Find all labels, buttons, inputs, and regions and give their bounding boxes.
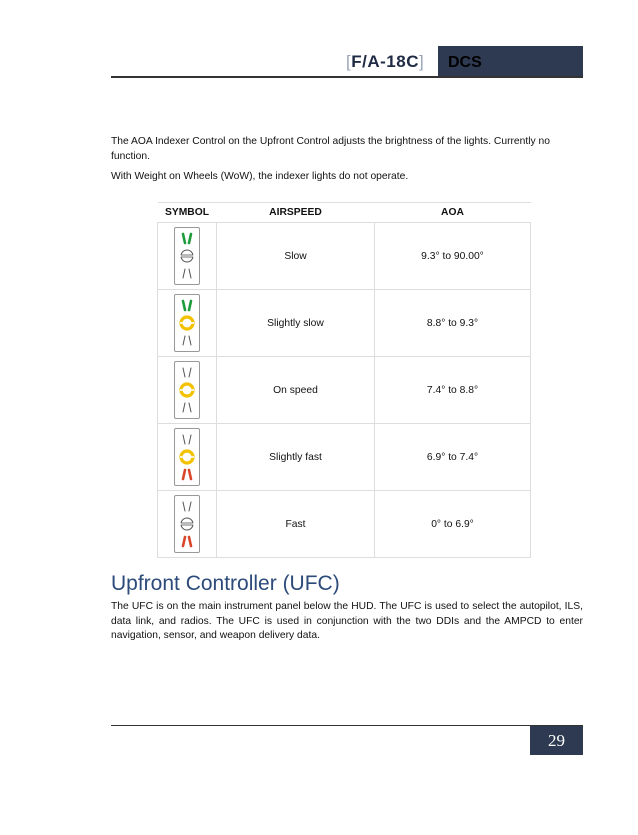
symbol-cell: [158, 223, 217, 290]
table-row: [158, 424, 531, 491]
symbol-cell: [158, 491, 217, 558]
table-row: [158, 223, 531, 290]
header-tag: DCS: [438, 46, 583, 76]
airspeed-cell: Slow: [217, 223, 375, 290]
aoa-cell: 6.9° to 7.4°: [375, 424, 531, 491]
header-symbol: SYMBOL: [158, 203, 217, 223]
title-text: F/A-18C: [351, 52, 419, 71]
intro-paragraph-1: The AOA Indexer Control on the Upfront Control adjusts the brightness of the lights. Currently no function.: [111, 136, 551, 162]
aoa-on-speed-icon: [174, 361, 200, 419]
aoa-cell: 9.3° to 90.00°: [375, 223, 531, 290]
table-row: [158, 357, 531, 424]
document-title: [346, 52, 424, 72]
aoa-slightly-slow-icon: [174, 294, 200, 352]
bracket-close: ]: [418, 52, 425, 71]
airspeed-cell: On speed: [217, 357, 375, 424]
table-row: [158, 290, 531, 357]
airspeed-cell: Slightly fast: [217, 424, 375, 491]
symbol-cell: [158, 290, 217, 357]
aoa-slow-icon: [174, 227, 200, 285]
intro-paragraph-2: With Weight on Wheels (WoW), the indexer lights do not operate.: [111, 171, 409, 182]
airspeed-cell: Fast: [217, 491, 375, 558]
table-row: [158, 491, 531, 558]
footer-divider: [111, 725, 583, 726]
aoa-fast-icon: [174, 495, 200, 553]
aoa-cell: 0° to 6.9°: [375, 491, 531, 558]
header-divider: [111, 76, 583, 78]
bracket-open: [: [346, 52, 352, 71]
symbol-cell: [158, 424, 217, 491]
aoa-cell: 7.4° to 8.8°: [375, 357, 531, 424]
aoa-cell: 8.8° to 9.3°: [375, 290, 531, 357]
ufc-paragraph: The UFC is on the main instrument panel below the HUD. The UFC is used to select the autopilot, ILS, data link, and radios. The UFC is used in conjunction with the two DDIs and the AMPCD to enter navigation, sensor, and weapon delivery data.: [111, 601, 583, 641]
header-airspeed: AIRSPEED: [217, 203, 375, 223]
aoa-indexer-table: [157, 202, 531, 558]
page-number: 29: [530, 726, 583, 755]
table-header-row: [158, 203, 531, 223]
header-aoa: AOA: [375, 203, 531, 223]
airspeed-cell: Slightly slow: [217, 290, 375, 357]
aoa-slightly-fast-icon: [174, 428, 200, 486]
symbol-cell: [158, 357, 217, 424]
ufc-section-heading: Upfront Controller (UFC): [111, 572, 340, 595]
